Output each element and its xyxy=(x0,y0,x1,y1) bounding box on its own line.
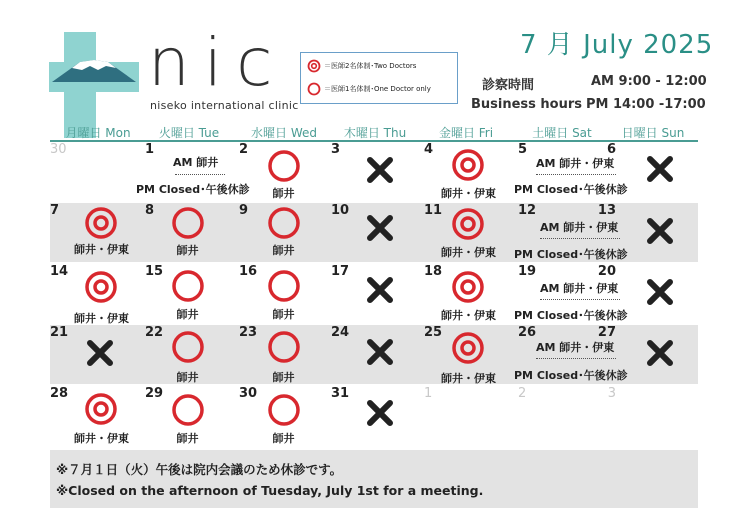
day-cell xyxy=(136,142,250,201)
hours-label-en: Business hours xyxy=(471,97,583,112)
legend-two-doctors-label: ＝医師2名体制･Two Doctors xyxy=(324,62,417,70)
notes-box xyxy=(50,450,698,508)
day-number: 26 xyxy=(518,325,537,340)
am-doctor: AM 師井・伊東 xyxy=(540,282,619,295)
day-number: 2 xyxy=(518,386,527,401)
day-number: 2 xyxy=(239,142,249,157)
doctor-names: 師井・伊東 xyxy=(441,309,496,322)
day-number: 24 xyxy=(331,325,350,340)
day-cell xyxy=(514,325,628,384)
day-cell xyxy=(50,203,143,262)
day-header-mon: 月曜日 Mon xyxy=(65,126,131,140)
am-doctor: AM 師井・伊東 xyxy=(540,221,619,234)
day-cell xyxy=(239,264,332,323)
one-doctor-mark xyxy=(267,149,301,183)
day-number: 30 xyxy=(50,142,67,157)
day-number: 11 xyxy=(424,203,443,218)
legend-one-doctor xyxy=(307,82,431,96)
closed-x-icon xyxy=(646,217,674,245)
closed-x-icon xyxy=(646,278,674,306)
one-doctor-mark xyxy=(267,206,301,240)
day-cell xyxy=(518,386,622,445)
day-cell xyxy=(331,264,424,323)
double-circle-icon xyxy=(307,59,321,73)
day-number: 14 xyxy=(50,264,69,279)
day-cell xyxy=(50,142,143,201)
day-number: 30 xyxy=(239,386,258,401)
day-number: 16 xyxy=(239,264,258,279)
day-cell xyxy=(50,325,143,384)
doctor-names: 師井 xyxy=(272,432,295,445)
day-number: 5 xyxy=(518,142,528,157)
day-header-sun: 日曜日 Sun xyxy=(621,126,685,140)
dotted-divider xyxy=(175,174,225,175)
doctor-names: 師井 xyxy=(272,187,295,200)
day-number-sun: 13 xyxy=(597,203,616,218)
day-number-sun: 20 xyxy=(597,264,616,279)
day-number: 21 xyxy=(50,325,69,340)
hours-pm: PM 14:00 -17:00 xyxy=(586,97,706,112)
hours-am: AM 9:00 - 12:00 xyxy=(591,74,707,89)
one-doctor-mark xyxy=(267,330,301,364)
brand-subtitle: niseko international clinic xyxy=(150,99,299,112)
day-cell xyxy=(331,325,424,384)
day-cell xyxy=(331,142,424,201)
closed-x-icon xyxy=(366,156,394,184)
day-cell xyxy=(145,325,238,384)
day-number: 29 xyxy=(145,386,164,401)
day-cell xyxy=(424,264,517,323)
day-number: 28 xyxy=(50,386,69,401)
one-doctor-mark xyxy=(171,206,205,240)
am-doctor: AM 師井・伊東 xyxy=(536,341,615,354)
day-cell xyxy=(514,142,628,201)
day-cell xyxy=(239,203,332,262)
day-cell xyxy=(145,264,238,323)
am-doctor: AM 師井 xyxy=(173,156,219,169)
note-en: ※Closed on the afternoon of Tuesday, July 1st for a meeting. xyxy=(56,483,484,498)
day-cell xyxy=(50,264,143,323)
mountain-icon xyxy=(50,58,138,82)
doctor-names: 師井・伊東 xyxy=(441,246,496,259)
doctor-names: 師井 xyxy=(272,244,295,257)
day-number-sun: 27 xyxy=(597,325,616,340)
legend-one-doctor-label: ＝医師1名体制･One Doctor only xyxy=(324,85,431,93)
day-number: 1 xyxy=(424,386,433,401)
day-cell xyxy=(424,142,517,201)
closed-x-icon xyxy=(646,339,674,367)
day-cell xyxy=(514,203,628,262)
hours-label-jp: 診察時間 xyxy=(482,78,535,93)
two-doctors-mark xyxy=(84,392,118,426)
day-number: 31 xyxy=(331,386,350,401)
day-number: 8 xyxy=(145,203,155,218)
one-doctor-mark xyxy=(267,393,301,427)
day-header-tue: 火曜日 Tue xyxy=(158,126,220,140)
closed-x-icon xyxy=(646,155,674,183)
dotted-divider xyxy=(540,238,620,239)
day-cell xyxy=(331,386,424,445)
doctor-names: 師井・伊東 xyxy=(74,432,129,445)
day-header-sat: 土曜日 Sat xyxy=(532,126,592,140)
dotted-divider xyxy=(536,174,616,175)
day-cell xyxy=(239,325,332,384)
doctor-names: 師井 xyxy=(272,308,295,321)
legend xyxy=(300,52,458,104)
closed-x-icon xyxy=(366,338,394,366)
brand-logo-text: nic xyxy=(148,24,287,101)
doctor-names: 師井 xyxy=(176,371,199,384)
day-cell xyxy=(145,203,238,262)
day-header-thu: 木曜日 Thu xyxy=(343,126,407,140)
day-cell xyxy=(331,203,424,262)
doctor-names: 師井 xyxy=(272,371,295,384)
pm-closed: PM Closed･午後休診 xyxy=(514,309,628,322)
day-header-wed: 水曜日 Wed xyxy=(251,126,317,140)
pm-closed: PM Closed･午後休診 xyxy=(514,248,628,261)
day-number: 7 xyxy=(50,203,60,218)
one-doctor-mark xyxy=(171,269,205,303)
day-cell xyxy=(50,386,143,445)
day-cell xyxy=(514,264,628,323)
note-jp: ※７月１日（火）午後は院内会議のため休診です。 xyxy=(56,462,343,477)
doctor-names: 師井 xyxy=(176,244,199,257)
two-doctors-mark xyxy=(451,270,485,304)
closed-x-icon xyxy=(366,276,394,304)
doctor-names: 師井・伊東 xyxy=(441,372,496,385)
doctor-names: 師井・伊東 xyxy=(74,312,129,325)
one-doctor-mark xyxy=(171,330,205,364)
day-number: 9 xyxy=(239,203,249,218)
am-doctor: AM 師井・伊東 xyxy=(536,157,615,170)
two-doctors-mark xyxy=(84,270,118,304)
day-number: 19 xyxy=(518,264,537,279)
day-cell xyxy=(424,203,517,262)
day-cell xyxy=(239,142,332,201)
closed-x-icon xyxy=(366,399,394,427)
day-number: 23 xyxy=(239,325,258,340)
day-cell xyxy=(424,325,517,384)
day-number: 15 xyxy=(145,264,164,279)
doctor-names: 師井 xyxy=(176,308,199,321)
pm-closed: PM Closed･午後休診 xyxy=(514,183,628,196)
day-cell xyxy=(239,386,332,445)
day-number-sun: 6 xyxy=(606,142,616,157)
two-doctors-mark xyxy=(451,331,485,365)
two-doctors-mark xyxy=(451,148,485,182)
day-header-fri: 金曜日 Fri xyxy=(438,126,494,140)
closed-x-icon xyxy=(366,214,394,242)
two-doctors-mark xyxy=(451,207,485,241)
day-number: 1 xyxy=(145,142,155,157)
doctor-names: 師井・伊東 xyxy=(441,187,496,200)
two-doctors-mark xyxy=(84,206,118,240)
one-doctor-mark xyxy=(267,269,301,303)
one-doctor-mark xyxy=(171,393,205,427)
legend-two-doctors xyxy=(307,59,416,73)
day-number: 4 xyxy=(424,142,434,157)
day-number-sun: 3 xyxy=(607,386,616,401)
circle-icon xyxy=(307,82,321,96)
day-number: 25 xyxy=(424,325,443,340)
day-number: 22 xyxy=(145,325,164,340)
pm-closed: PM Closed･午後休診 xyxy=(514,369,628,382)
day-cell xyxy=(145,386,238,445)
doctor-names: 師井 xyxy=(176,432,199,445)
day-number: 10 xyxy=(331,203,350,218)
dotted-divider xyxy=(536,358,616,359)
closed-x-icon xyxy=(86,339,114,367)
day-number: 12 xyxy=(518,203,537,218)
pm-closed: PM Closed･午後休診 xyxy=(136,183,250,196)
month-title: 7 月 July 2025 xyxy=(520,30,714,60)
day-number: 17 xyxy=(331,264,350,279)
day-number: 3 xyxy=(331,142,341,157)
day-number: 18 xyxy=(424,264,443,279)
doctor-names: 師井・伊東 xyxy=(74,243,129,256)
day-cell xyxy=(424,386,517,445)
dotted-divider xyxy=(540,299,620,300)
